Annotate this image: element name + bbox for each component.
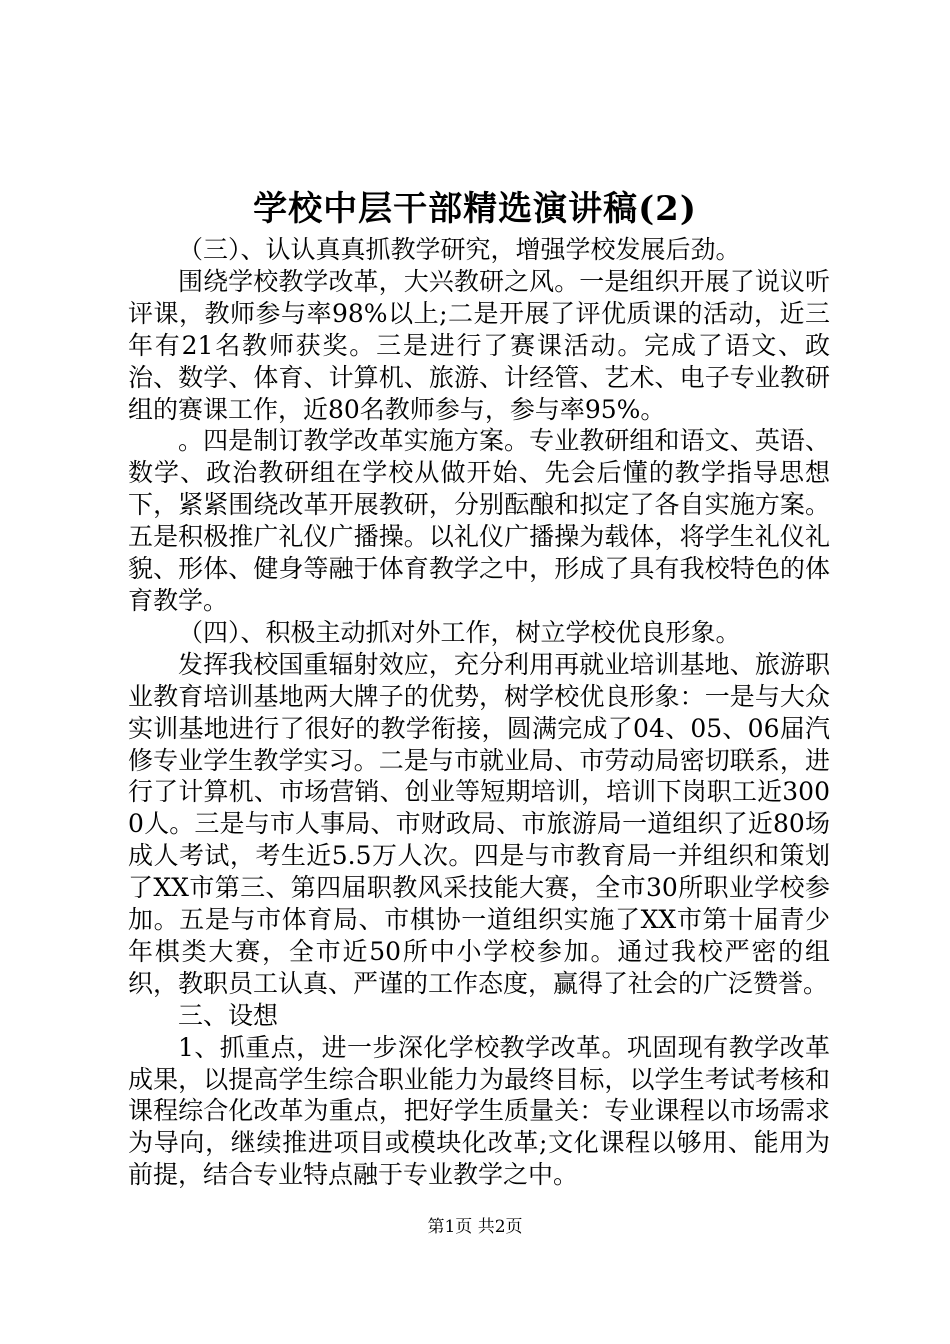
document-body (128, 234, 830, 1191)
paragraph-key-reform: 1、抓重点，进一步深化学校教学改革。巩固现有教学改革成果，以提高学生综合职业能力为最终目标，以学生考试考核和课程综合化改革为重点，把好学生质量关：专业课程以市场需求为导向，继续推进项目或模块化改革;文化课程以够用、能用为前提，结合专业特点融于专业教学之中。 (128, 1032, 830, 1190)
paragraph-reform-plan: 。四是制订教学改革实施方案。专业教研组和语文、英语、数学、政治教研组在学校从做开始、先会后懂的教学指导思想下，紧紧围绕改革开展教研，分别酝酿和拟定了各自实施方案。五是积极推广礼仪广播操。以礼仪广播操为载体，将学生礼仪礼貌、形体、健身等融于体育教学之中，形成了具有我校特色的体育教学。 (128, 426, 830, 615)
section-heading-ideas: 三、设想 (178, 1000, 279, 1030)
page-number: 第1页 共2页 (427, 1217, 523, 1237)
section-heading-four: （四）、积极主动抓对外工作，树立学校优良形象。 (178, 617, 741, 647)
document-title: 学校中层干部精选演讲稿(2) (253, 189, 697, 229)
paragraph-teaching-research: 围绕学校教学改革，大兴教研之风。一是组织开展了说议听评课，教师参与率98%以上;二是开展了评优质课的活动，近三年有21名教师获奖。三是进行了赛课活动。完成了语文、政治、数学、体育、计算机、旅游、计经管、艺术、电子专业教研组的赛课工作，近80名教师参与，参与率95%。 (128, 266, 830, 424)
section-heading-three: （三）、认认真真抓教学研究，增强学校发展后劲。 (178, 235, 741, 264)
paragraph-external-work: 发挥我校国重辐射效应，充分利用再就业培训基地、旅游职业教育培训基地两大牌子的优势，树学校优良形象：一是与大众实训基地进行了很好的教学衔接，圆满完成了04、05、06届汽修专业学生教学实习。二是与市就业局、市劳动局密切联系，进行了计算机、市场营销、创业等短期培训，培训下岗职工近3000人。三是与市人事局、市财政局、市旅游局一道组织了近80场成人考试，考生近5.5万人次。四是与市教育局一并组织和策划了XX市第三、第四届职教风采技能大赛，全市30所职业学校参加。五是与市体育局、市棋协一道组织实施了XX市第十届青少年棋类大赛，全市近50所中小学校参加。通过我校严密的组织，教职员工认真、严谨的工作态度，赢得了社会的广泛赞誉。 (128, 649, 830, 998)
